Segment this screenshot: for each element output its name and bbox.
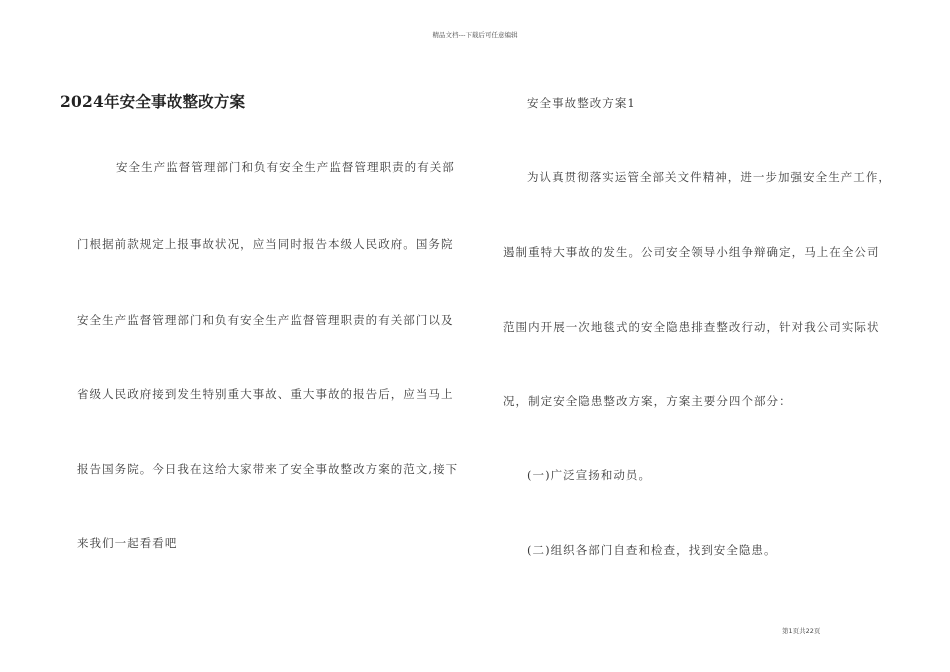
page-number: 第1页共22页 <box>782 627 821 635</box>
right-paragraph-line: 为认真贯彻落实运管全部关文件精神，进一步加强安全生产工作， <box>527 170 891 184</box>
list-item: (二)组织各部门自查和检查，找到安全隐患。 <box>527 543 777 557</box>
header-note: 精品文档---下载后可任意编辑 <box>432 31 518 39</box>
section-heading: 安全事故整改方案1 <box>527 96 636 110</box>
right-paragraph-line: 遏制重特大事故的发生。公司安全领导小组争辩确定，马上在全公司 <box>503 245 880 259</box>
left-paragraph-line: 安全生产监督管理部门和负有安全生产监督管理职责的有关部 <box>116 160 455 174</box>
left-paragraph-line: 安全生产监督管理部门和负有安全生产监督管理职责的有关部门以及 <box>77 313 454 327</box>
left-paragraph-line: 省级人民政府接到发生特别重大事故、重大事故的报告后，应当马上 <box>77 387 454 401</box>
right-paragraph-line: 范围内开展一次地毯式的安全隐患排查整改行动，针对我公司实际状 <box>503 320 880 334</box>
right-paragraph-line: 况，制定安全隐患整改方案，方案主要分四个部分： <box>503 394 792 408</box>
left-paragraph-line: 报告国务院。今日我在这给大家带来了安全事故整改方案的范文,接下 <box>77 462 459 476</box>
document-title: 2024年安全事故整改方案 <box>60 92 246 111</box>
left-paragraph-line: 来我们一起看看吧 <box>77 536 178 550</box>
left-paragraph-line: 门根据前款规定上报事故状况，应当同时报告本级人民政府。国务院 <box>77 237 454 251</box>
list-item: (一)广泛宣扬和动员。 <box>527 468 652 482</box>
